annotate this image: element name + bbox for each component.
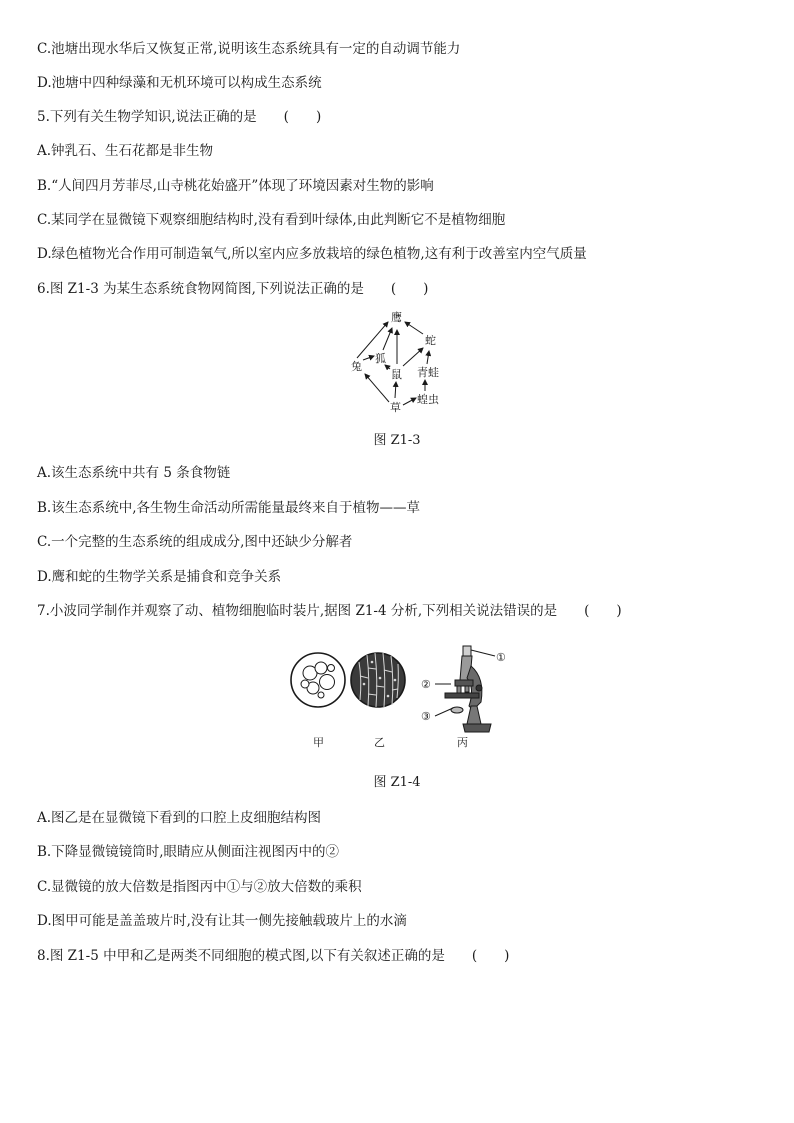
q5-option-a: A.钟乳石、生石花都是非生物 [37,143,214,159]
node-frog: 青蛙 [417,366,439,379]
label-yi: 乙 [374,736,385,749]
microscope-cells-figure [285,640,515,752]
marker-3: ③ [421,710,431,723]
node-grass: 草 [390,401,401,414]
question-5: 5.下列有关生物学知识,说法正确的是 ( ) [37,109,322,125]
q5-option-c: C.某同学在显微镜下观察细胞结构时,没有看到叶绿体,由此判断它不是植物细胞 [37,212,506,228]
node-rabbit: 兔 [351,360,362,373]
q5-option-d: D.绿色植物光合作用可制造氧气,所以室内应多放栽培的绿色植物,这有利于改善室内空气质量 [37,246,587,262]
q4-option-d: D.池塘中四种绿藻和无机环境可以构成生态系统 [37,75,322,91]
node-grasshopper: 蝗虫 [417,393,439,406]
figure-z1-4-caption: 图 Z1-4 [373,775,421,790]
node-snake: 蛇 [425,334,436,347]
marker-2: ② [421,678,431,691]
q4-option-c: C.池塘出现水华后又恢复正常,说明该生态系统具有一定的自动调节能力 [37,41,461,57]
node-mouse: 鼠 [391,368,402,381]
q6-option-a: A.该生态系统中共有 5 条食物链 [37,465,231,481]
node-eagle: 鹰 [391,311,402,324]
food-web-diagram [345,306,455,418]
microscope-image-bing [435,646,495,732]
question-8: 8.图 Z1-5 中甲和乙是两类不同细胞的模式图,以下有关叙述正确的是 ( ) [37,948,510,964]
cell-image-yi [351,653,405,707]
question-7: 7.小波同学制作并观察了动、植物细胞临时装片,据图 Z1-4 分析,下列相关说法错误的是 ( ) [37,603,622,619]
q7-option-a: A.图乙是在显微镜下看到的口腔上皮细胞结构图 [37,810,322,826]
q7-option-d: D.图甲可能是盖盖玻片时,没有让其一侧先接触载玻片上的水滴 [37,913,407,929]
marker-1: ① [496,651,506,664]
label-jia: 甲 [313,736,324,749]
node-fox: 狐 [375,352,386,365]
cell-image-jia [291,653,345,707]
q5-option-b: B.“人间四月芳菲尽,山寺桃花始盛开”体现了环境因素对生物的影响 [37,178,434,194]
q6-option-b: B.该生态系统中,各生物生命活动所需能量最终来自于植物——草 [37,500,421,516]
figure-z1-3-caption: 图 Z1-3 [373,433,421,448]
question-6: 6.图 Z1-3 为某生态系统食物网简图,下列说法正确的是 ( ) [37,281,429,297]
q6-option-c: C.一个完整的生态系统的组成成分,图中还缺少分解者 [37,534,353,550]
q7-option-b: B.下降显微镜镜筒时,眼睛应从侧面注视图丙中的② [37,844,340,860]
q7-option-c: C.显微镜的放大倍数是指图丙中①与②放大倍数的乘积 [37,879,362,895]
label-bing: 丙 [457,736,468,749]
q6-option-d: D.鹰和蛇的生物学关系是捕食和竞争关系 [37,569,282,585]
